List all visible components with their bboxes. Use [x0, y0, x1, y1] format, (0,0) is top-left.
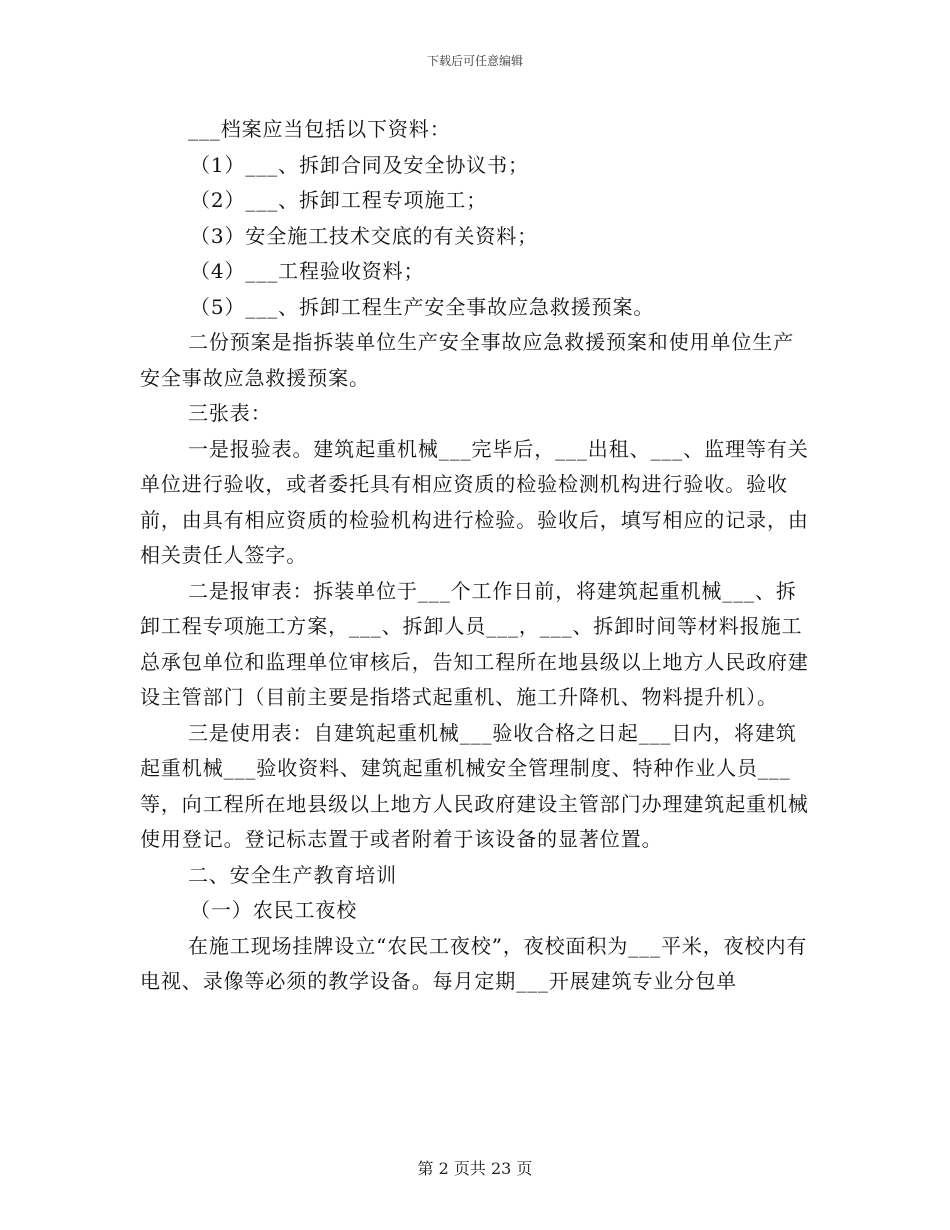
paragraph-inspection-form: 一是报验表。建筑起重机械___完毕后，___出租、___、监理等有关单位进行验收，或者委托具有相应资质的检验检测机构进行验收。验收前，由具有相应资质的检验机构进行检验。验收后，填写相应的记录，由相关责任人签字。: [140, 436, 809, 567]
list-item-1: （1）___、拆卸合同及安全协议书；: [190, 152, 529, 177]
paragraph-three-forms: 三张表：: [188, 401, 272, 425]
subsection-heading-night-school: （一）农民工夜校: [190, 898, 358, 922]
document-body: [140, 112, 810, 1000]
paragraph-night-school: 在施工现场挂牌设立“农民工夜校”，夜校面积为___平米，夜校内有电视、录像等必须的教学设备。每月定期___开展建筑专业分包单: [140, 933, 808, 993]
list-item-2: （2）___、拆卸工程专项施工；: [190, 188, 488, 212]
paragraph-archive-intro: ___档案应当包括以下资料：: [188, 117, 451, 141]
list-item-3: （3）安全施工技术交底的有关资料；: [190, 223, 539, 248]
paragraph-review-form: 二是报审表：拆装单位于___个工作日前，将建筑起重机械___、拆卸工程专项施工方案，___、拆卸人员___，___、拆卸时间等材料报施工总承包单位和监理单位审核后，告知工程所在地县级以上地方人民政府建设主管部门（目前主要是指塔式起重机、施工升降机、物料提升机）。: [140, 578, 809, 709]
list-item-5: （5）___、拆卸工程生产安全事故应急救援预案。: [190, 294, 655, 319]
list-item-4: （4）___工程验收资料；: [190, 259, 425, 283]
page-header: 下载后可任意编辑: [426, 54, 523, 68]
page-footer: 第 2 页共 23 页: [417, 1159, 533, 1178]
paragraph-usage-form: 三是使用表：自建筑起重机械___验收合格之日起___日内，将建筑起重机械___验收资料、建筑起重机械安全管理制度、特种作业人员___等，向工程所在地县级以上地方人民政府建设主管部门办理建筑起重机械使用登记。登记标志置于或者附着于该设备的显著位置。: [140, 720, 809, 851]
section-heading-safety-training: 二、安全生产教育培训: [188, 862, 397, 887]
paragraph-two-plans: 二份预案是指拆装单位生产安全事故应急救援预案和使用单位生产安全事故应急救援预案。: [140, 330, 795, 390]
